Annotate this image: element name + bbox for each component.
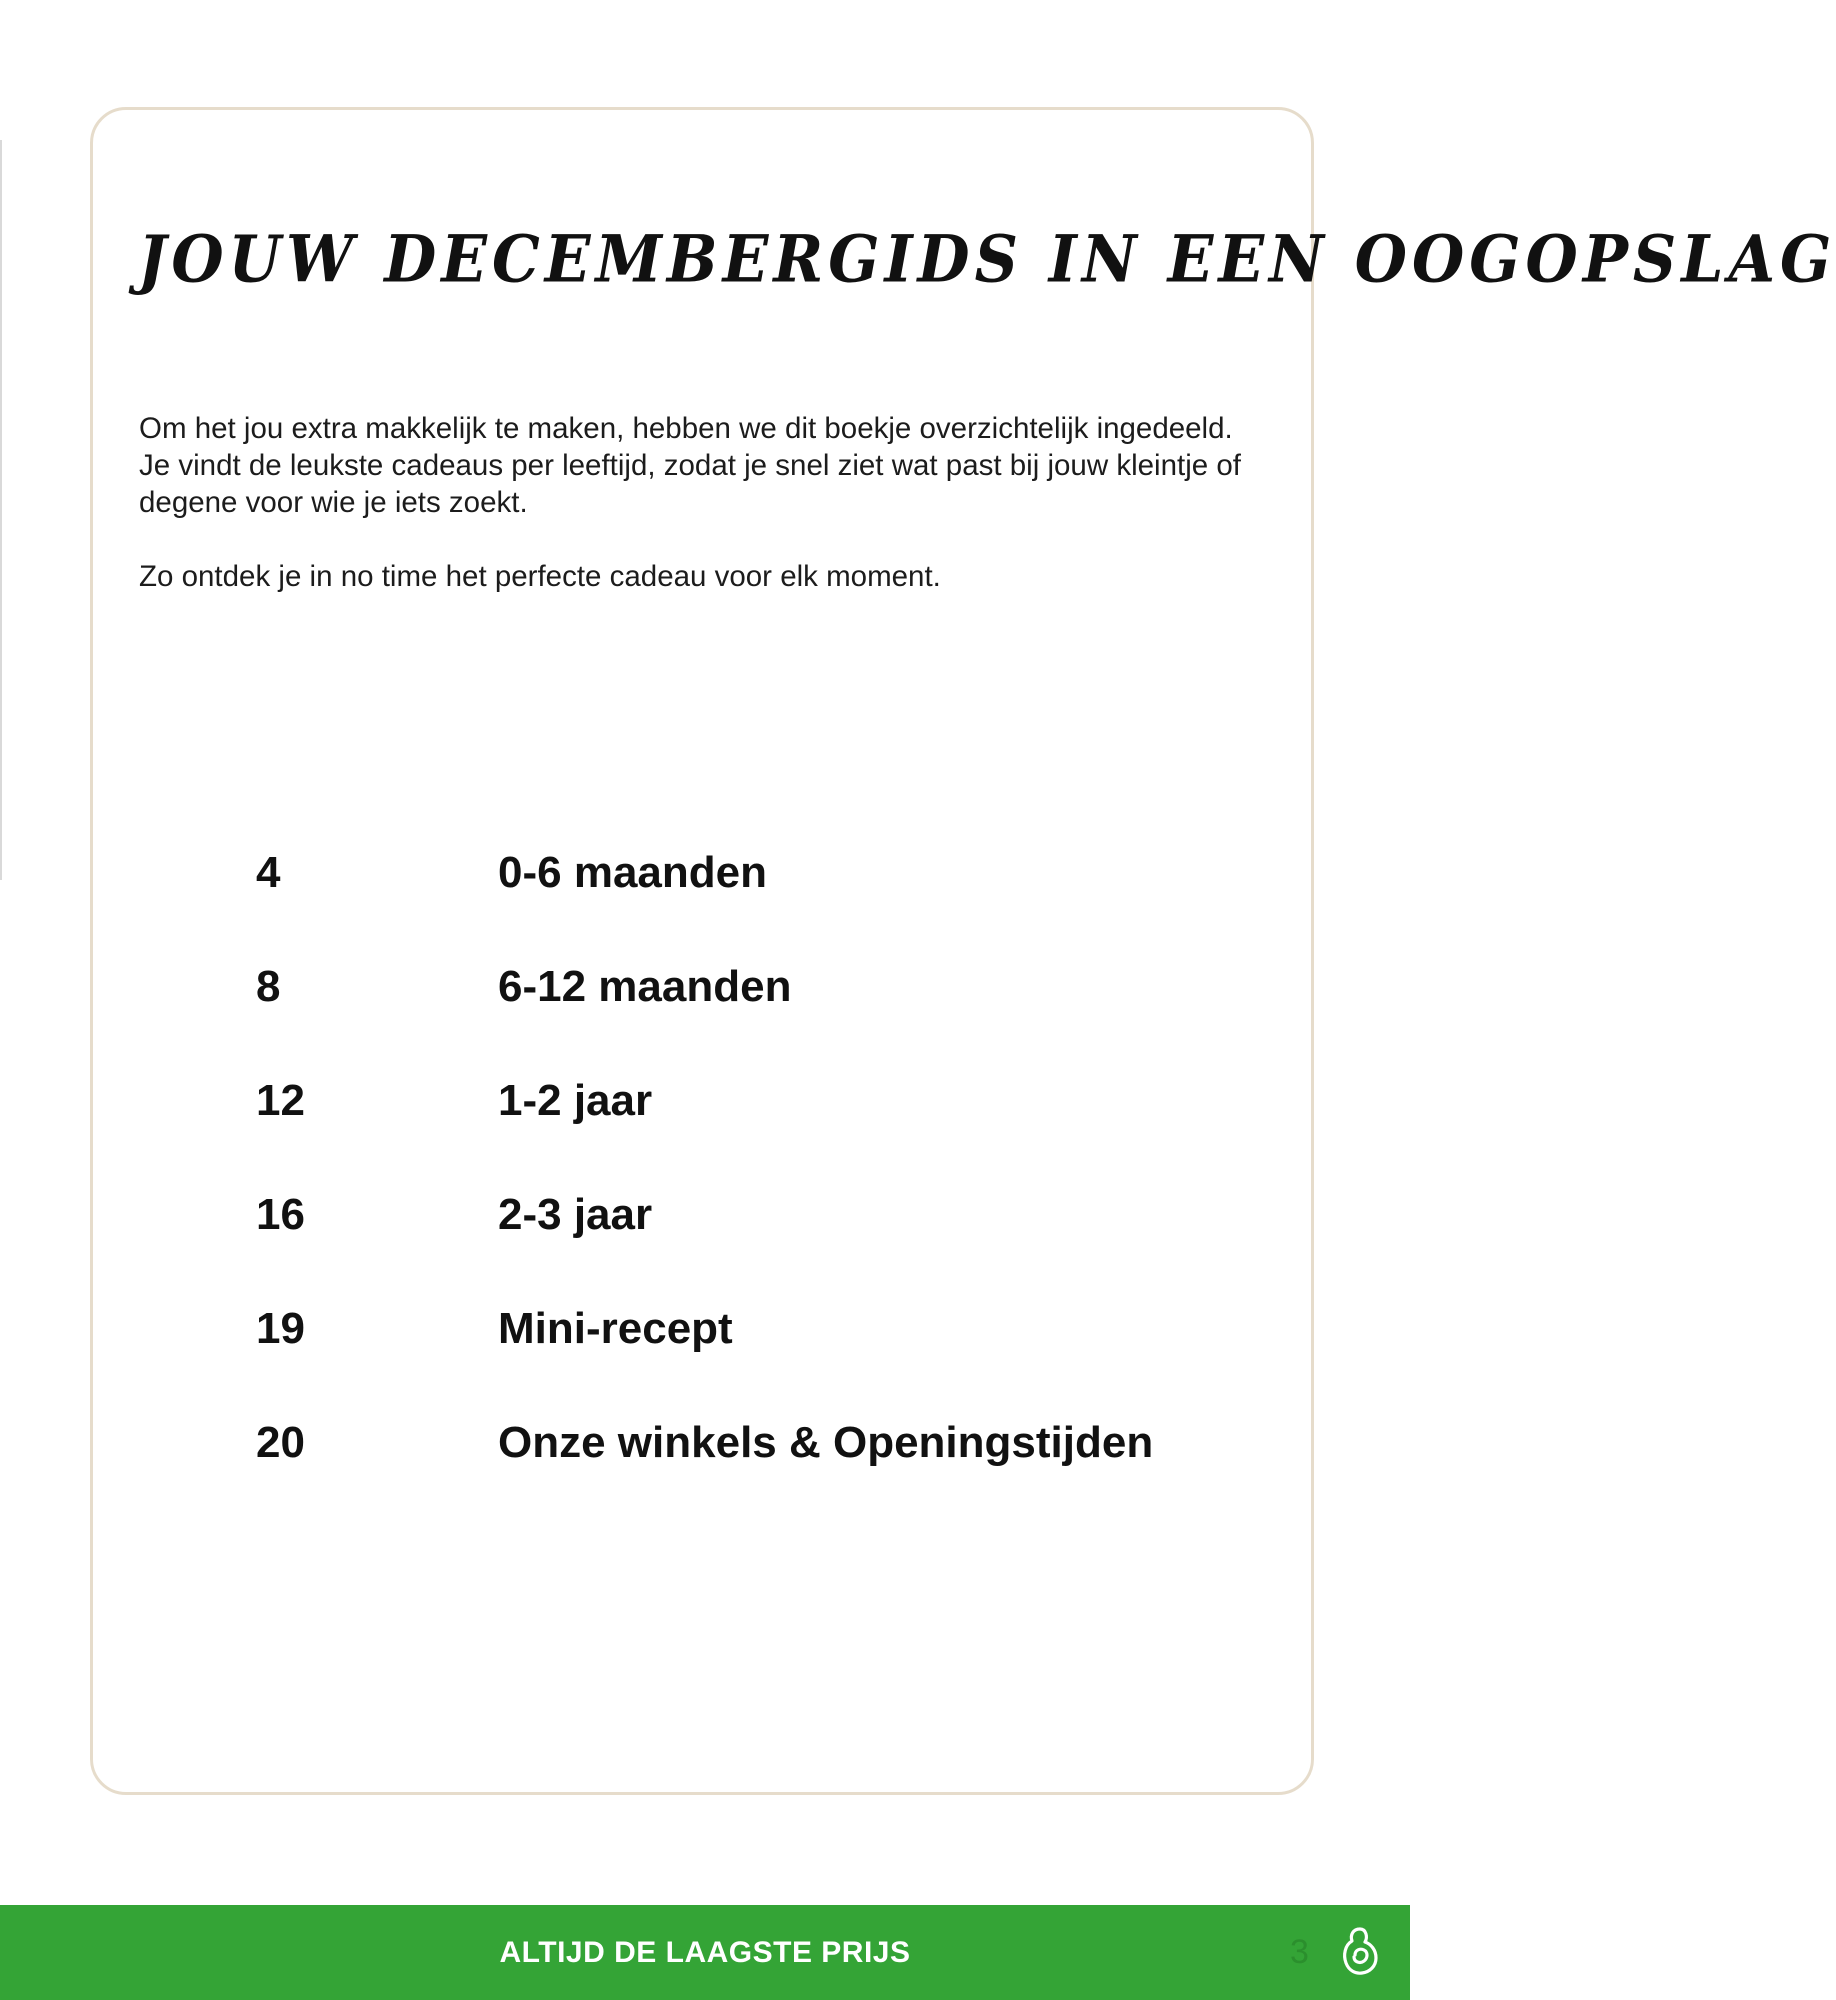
toc-page-number: 12	[256, 1076, 305, 1125]
page-edge-shadow	[0, 140, 2, 880]
toc-section-label: Mini-recept	[498, 1304, 733, 1353]
toc-entry[interactable]	[0, 1413, 1410, 1473]
toc-entry[interactable]	[0, 843, 1410, 903]
intro-paragraph: Zo ontdek je in no time het perfecte cadeau voor elk moment.	[139, 560, 941, 593]
toc-section-label: 1-2 jaar	[498, 1076, 653, 1125]
toc-page-number: 20	[256, 1418, 305, 1467]
page-number: 3	[1290, 1933, 1309, 1971]
toc-entry[interactable]	[0, 1299, 1410, 1359]
page-title: JOUW DECEMBERGIDS IN EEN OOGOPSLAG	[138, 222, 1836, 298]
toc-section-label: Onze winkels & Openingstijden	[498, 1418, 1154, 1467]
toc-entry[interactable]	[0, 1071, 1410, 1131]
toc-page-number: 16	[256, 1190, 305, 1239]
footer-tagline: ALTIJD DE LAAGSTE PRIJS	[499, 1936, 911, 1969]
toc-entry[interactable]	[0, 957, 1410, 1017]
intro-text	[139, 410, 1259, 595]
toc-page-number: 4	[256, 848, 281, 897]
brand-logo-icon	[1340, 1925, 1380, 1977]
toc-section-label: 0-6 maanden	[498, 848, 767, 897]
toc-entry[interactable]	[0, 1185, 1410, 1245]
toc-section-label: 2-3 jaar	[498, 1190, 653, 1239]
footer-bar	[0, 1905, 1410, 2000]
toc-page-number: 19	[256, 1304, 305, 1353]
toc-page-number: 8	[256, 962, 281, 1011]
content-card	[90, 107, 1314, 1795]
intro-paragraph: Om het jou extra makkelijk te maken, hebben we dit boekje overzichtelijk ingedeeld. Je vindt de leukste cadeaus per leeftijd, zodat je snel ziet wat past bij jouw kleintje of degene voor wie je iets zoekt.	[139, 412, 1241, 519]
toc-section-label: 6-12 maanden	[498, 962, 792, 1011]
